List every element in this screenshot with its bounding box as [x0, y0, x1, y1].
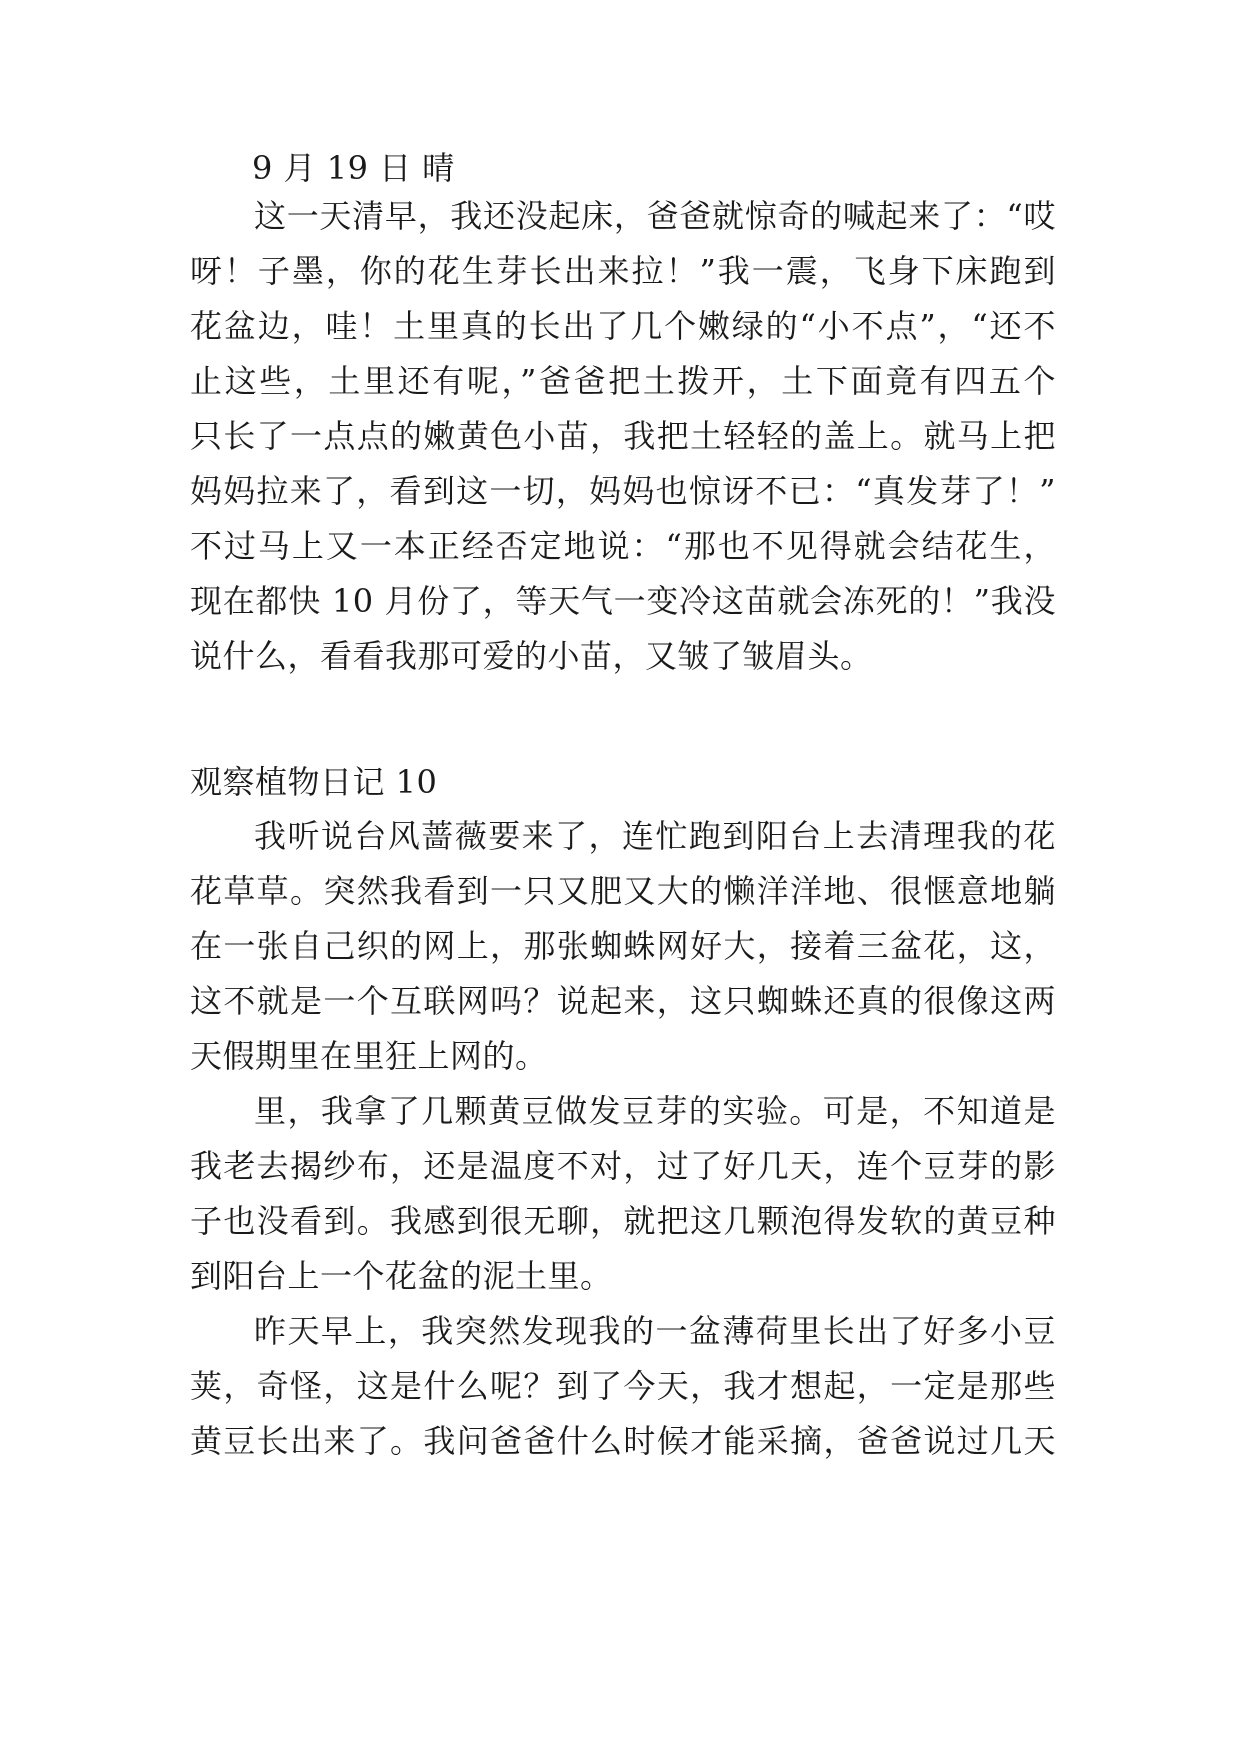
paragraph-line: 里，我拿了几颗黄豆做发豆芽的实验。可是，不知道是 — [254, 1092, 1056, 1130]
paragraph-line: 我老去揭纱布，还是温度不对，过了好几天，连个豆芽的影 — [190, 1147, 1056, 1185]
paragraph-line: 妈妈拉来了，看到这一切，妈妈也惊讶不已：“真发芽了！” — [190, 472, 1056, 510]
entry-date-line: 9 月 19 日 晴 — [252, 149, 455, 187]
paragraph-line: 到阳台上一个花盆的泥土里。 — [190, 1257, 613, 1295]
paragraph-line: 在一张自己织的网上，那张蜘蛛网好大，接着三盆花，这， — [190, 927, 1056, 965]
paragraph-line: 荚，奇怪，这是什么呢？到了今天，我才想起，一定是那些 — [190, 1367, 1056, 1405]
paragraph-line: 呀！子墨，你的花生芽长出来拉！”我一震，飞身下床跑到 — [190, 252, 1056, 290]
section-heading: 观察植物日记 10 — [190, 763, 438, 801]
paragraph-line: 子也没看到。我感到很无聊，就把这几颗泡得发软的黄豆种 — [190, 1202, 1056, 1240]
paragraph-line: 我听说台风蔷薇要来了，连忙跑到阳台上去清理我的花 — [254, 817, 1056, 855]
paragraph-line: 花盆边，哇！土里真的长出了几个嫩绿的“小不点”，“还不 — [190, 307, 1056, 345]
paragraph-line: 天假期里在里狂上网的。 — [190, 1037, 548, 1075]
paragraph-line: 花草草。突然我看到一只又肥又大的懒洋洋地、很惬意地躺 — [190, 872, 1056, 910]
paragraph-line: 现在都快 10 月份了，等天气一变冷这苗就会冻死的！”我没 — [190, 582, 1056, 620]
paragraph-line: 这一天清早，我还没起床，爸爸就惊奇的喊起来了：“哎 — [254, 197, 1056, 235]
paragraph-line: 黄豆长出来了。我问爸爸什么时候才能采摘，爸爸说过几天 — [190, 1422, 1056, 1460]
paragraph-line: 不过马上又一本正经否定地说：“那也不见得就会结花生， — [190, 527, 1056, 565]
paragraph-line: 止这些，土里还有呢，”爸爸把土拨开，土下面竟有四五个 — [190, 362, 1056, 400]
paragraph-line: 这不就是一个互联网吗？说起来，这只蜘蛛还真的很像这两 — [190, 982, 1056, 1020]
paragraph-line: 昨天早上，我突然发现我的一盆薄荷里长出了好多小豆 — [254, 1312, 1056, 1350]
paragraph-line: 说什么，看看我那可爱的小苗，又皱了皱眉头。 — [190, 637, 873, 675]
paragraph-line: 只长了一点点的嫩黄色小苗，我把土轻轻的盖上。就马上把 — [190, 417, 1056, 455]
